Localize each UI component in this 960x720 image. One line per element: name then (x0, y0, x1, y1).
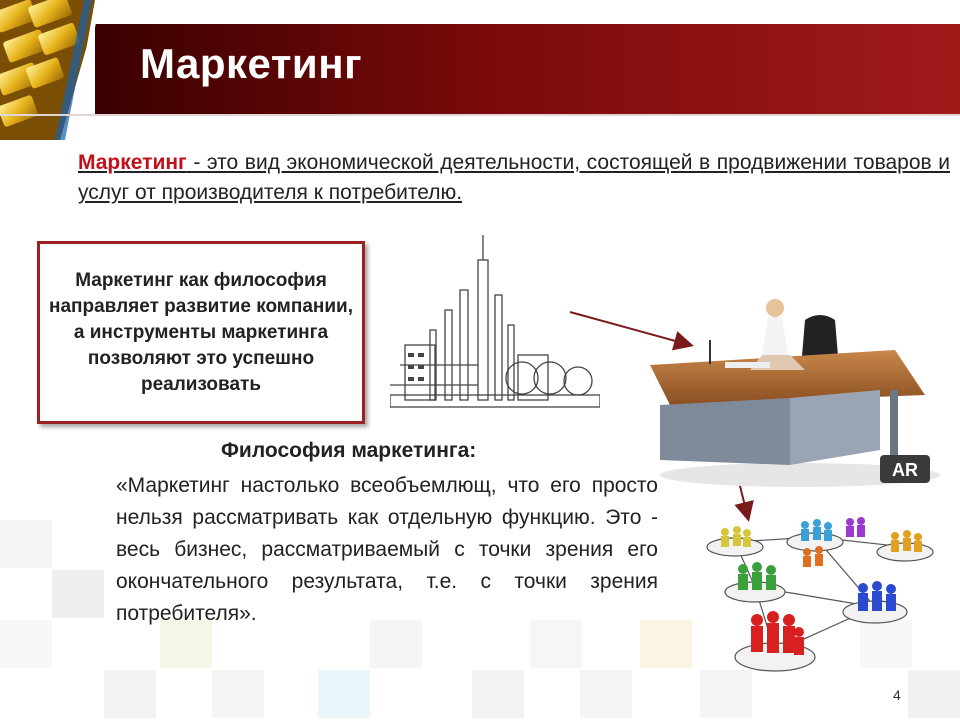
page-number: 4 (893, 687, 901, 703)
office-desk-icon (650, 290, 940, 490)
definition-term: Маркетинг (78, 151, 187, 174)
definition-body: - это вид экономической деятельности, состоящей в продвижении товаров и услуг от производителя к потребителю. (78, 151, 950, 204)
philosophy-box (37, 241, 365, 424)
quote-text: «Маркетинг настолько всеобъемлющ, что его просто нельзя рассматривать как отдельную функцию. Это - весь бизнес, рассматриваемый с точки зрения его окончательного результата, т.е. с точки зрения потребителя». (116, 474, 658, 625)
quote-title: Философия маркетинга: (221, 439, 477, 462)
slide-title: Маркетинг (140, 40, 363, 87)
definition-text (78, 148, 950, 208)
philosophy-box-text: Маркетинг как философия направляет развитие компании, а инструменты маркетинга позволяют это успешно реализовать (48, 269, 354, 395)
header-divider (0, 114, 960, 116)
gold-bars-icon (0, 0, 100, 140)
people-network-icon (695, 512, 945, 687)
factory-icon (390, 235, 600, 420)
ar-badge: AR (892, 460, 918, 480)
